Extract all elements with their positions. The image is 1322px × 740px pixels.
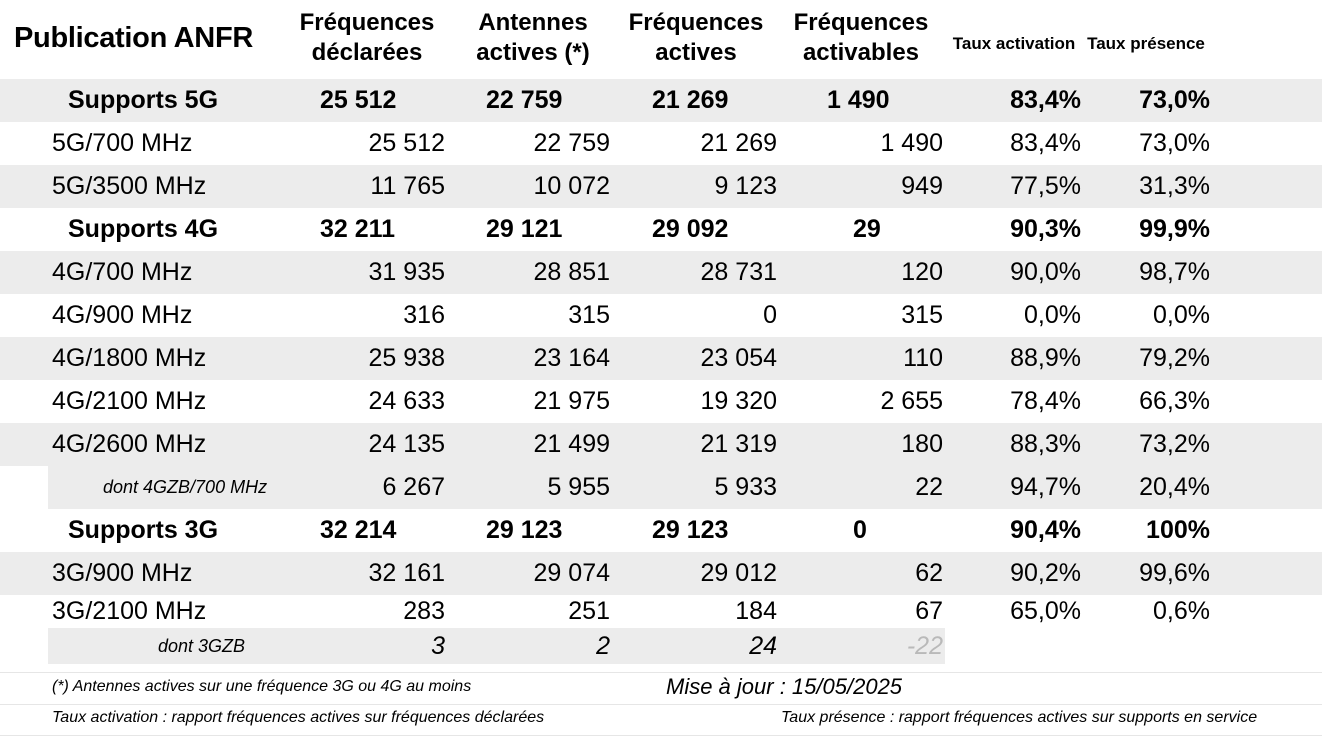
cell-actives: 184 (735, 597, 777, 625)
footnote-presence: Taux présence : rapport fréquences actives sur supports en service (781, 709, 1258, 726)
cell-presence: 99,9% (1139, 215, 1210, 243)
cell-antennes: 22 759 (533, 129, 610, 157)
footnote-activation: Taux activation : rapport fréquences actives sur fréquences déclarées (52, 709, 545, 726)
cell-presence: 99,6% (1139, 559, 1210, 587)
cell-actives: 19 320 (700, 387, 777, 415)
row-label: Supports 4G (68, 215, 219, 243)
column-header-taux-presence: Taux présence (1087, 34, 1205, 53)
cell-declarees: 24 135 (368, 430, 445, 458)
cell-activables: 1 490 (880, 129, 943, 157)
row-label: 4G/2100 MHz (52, 387, 207, 415)
divider (0, 735, 1322, 736)
cell-presence: 31,3% (1139, 172, 1210, 200)
cell-activables: -22 (906, 632, 943, 660)
column-header-frequences-actives: Fréquences actives (628, 9, 764, 66)
cell-activation: 83,4% (1010, 86, 1081, 114)
cell-antennes: 21 499 (533, 430, 610, 458)
cell-actives: 21 269 (652, 86, 729, 114)
table-row-supports-4g (0, 208, 1322, 251)
row-label: dont 4GZB/700 MHz (103, 477, 268, 497)
cell-declarees: 25 512 (320, 86, 397, 114)
cell-actives: 5 933 (714, 473, 777, 501)
row-label: 4G/900 MHz (52, 301, 193, 329)
cell-actives: 29 123 (652, 516, 729, 544)
column-header-frequences-declarees: Fréquences déclarées (299, 9, 435, 66)
cell-actives: 21 269 (700, 129, 777, 157)
cell-actives: 9 123 (714, 172, 777, 200)
table-row (0, 380, 1322, 423)
cell-actives: 28 731 (700, 258, 777, 286)
cell-antennes: 2 (596, 632, 610, 660)
cell-actives: 0 (763, 301, 777, 329)
cell-declarees: 24 633 (368, 387, 445, 415)
cell-activables: 67 (915, 597, 943, 625)
table-row (0, 165, 1322, 208)
footnote-antennes: (*) Antennes actives sur une fréquence 3G ou 4G au moins (52, 678, 472, 695)
cell-presence: 73,2% (1139, 430, 1210, 458)
table-row (0, 590, 1322, 628)
cell-actives: 24 (749, 632, 777, 660)
cell-activables: 29 (853, 215, 881, 243)
column-header-taux-activation: Taux activation (952, 34, 1076, 53)
page-title: Publication ANFR (14, 22, 254, 54)
cell-activables: 22 (915, 473, 943, 501)
cell-antennes: 23 164 (533, 344, 610, 372)
column-header-frequences-activables: Fréquences activables (793, 9, 929, 66)
cell-presence: 73,0% (1139, 86, 1210, 114)
cell-antennes: 29 121 (486, 215, 563, 243)
cell-actives: 21 319 (700, 430, 777, 458)
divider (0, 672, 1322, 673)
cell-activation: 90,3% (1010, 215, 1081, 243)
cell-declarees: 316 (403, 301, 445, 329)
cell-activables: 0 (853, 516, 867, 544)
cell-declarees: 32 211 (320, 215, 396, 243)
column-header-antennes-actives: Antennes actives (*) (476, 9, 590, 66)
cell-activables: 315 (901, 301, 943, 329)
cell-activation: 78,4% (1010, 387, 1081, 415)
row-label: Supports 3G (68, 516, 219, 544)
table-row (0, 337, 1322, 380)
cell-antennes: 22 759 (486, 86, 563, 114)
cell-presence: 0,0% (1153, 301, 1210, 329)
cell-activation: 88,9% (1010, 344, 1081, 372)
cell-presence: 73,0% (1139, 129, 1210, 157)
cell-declarees: 11 765 (370, 172, 445, 200)
cell-presence: 0,6% (1153, 597, 1210, 625)
cell-actives: 23 054 (700, 344, 777, 372)
table-row (0, 423, 1322, 466)
cell-presence: 100% (1146, 516, 1210, 544)
table-row (0, 552, 1322, 595)
cell-actives: 29 012 (700, 559, 777, 587)
cell-activables: 62 (915, 559, 943, 587)
cell-presence: 66,3% (1139, 387, 1210, 415)
cell-declarees: 25 512 (368, 129, 445, 157)
cell-declarees: 6 267 (382, 473, 445, 501)
cell-activation: 77,5% (1010, 172, 1081, 200)
row-label: dont 3GZB (158, 636, 246, 656)
cell-activables: 180 (901, 430, 943, 458)
cell-activation: 90,2% (1010, 559, 1081, 587)
cell-declarees: 32 214 (320, 516, 397, 544)
cell-antennes: 21 975 (533, 387, 610, 415)
cell-antennes: 29 123 (486, 516, 563, 544)
cell-antennes: 28 851 (533, 258, 610, 286)
divider (0, 704, 1322, 705)
table-row-supports-5g (0, 79, 1322, 122)
cell-activables: 110 (903, 344, 943, 372)
cell-antennes: 251 (568, 597, 610, 625)
table-header (0, 0, 1322, 78)
row-label: 4G/2600 MHz (52, 430, 207, 458)
cell-activation: 88,3% (1010, 430, 1081, 458)
cell-declarees: 3 (431, 632, 445, 660)
cell-declarees: 283 (403, 597, 445, 625)
table-row-sub (0, 466, 1322, 509)
cell-presence: 79,2% (1139, 344, 1210, 372)
cell-presence: 98,7% (1139, 258, 1210, 286)
table-row (0, 122, 1322, 165)
row-label: 5G/3500 MHz (52, 172, 207, 200)
cell-presence: 20,4% (1139, 473, 1210, 501)
table-row (0, 294, 1322, 337)
cell-antennes: 5 955 (547, 473, 610, 501)
cell-activation: 65,0% (1010, 597, 1081, 625)
row-label: Supports 5G (68, 86, 219, 114)
cell-antennes: 10 072 (533, 172, 610, 200)
table-row (0, 251, 1322, 294)
table-row-sub (0, 628, 1322, 664)
cell-activation: 94,7% (1010, 473, 1081, 501)
cell-actives: 29 092 (652, 215, 729, 243)
row-label: 4G/1800 MHz (52, 344, 207, 372)
cell-activation: 90,0% (1010, 258, 1081, 286)
cell-activables: 120 (901, 258, 943, 286)
cell-activation: 83,4% (1010, 129, 1081, 157)
cell-declarees: 25 938 (368, 344, 445, 372)
cell-activation: 0,0% (1024, 301, 1081, 329)
cell-antennes: 29 074 (533, 559, 610, 587)
row-label: 4G/700 MHz (52, 258, 193, 286)
update-date: Mise à jour : 15/05/2025 (666, 674, 903, 699)
cell-declarees: 32 161 (368, 559, 445, 587)
row-label: 3G/900 MHz (52, 559, 193, 587)
cell-activables: 2 655 (880, 387, 943, 415)
cell-antennes: 315 (568, 301, 610, 329)
cell-activation: 90,4% (1010, 516, 1081, 544)
cell-activables: 949 (901, 172, 943, 200)
row-label: 3G/2100 MHz (52, 597, 207, 625)
cell-activables: 1 490 (827, 86, 890, 114)
row-label: 5G/700 MHz (52, 129, 193, 157)
cell-declarees: 31 935 (368, 258, 445, 286)
table-row-supports-3g (0, 509, 1322, 552)
